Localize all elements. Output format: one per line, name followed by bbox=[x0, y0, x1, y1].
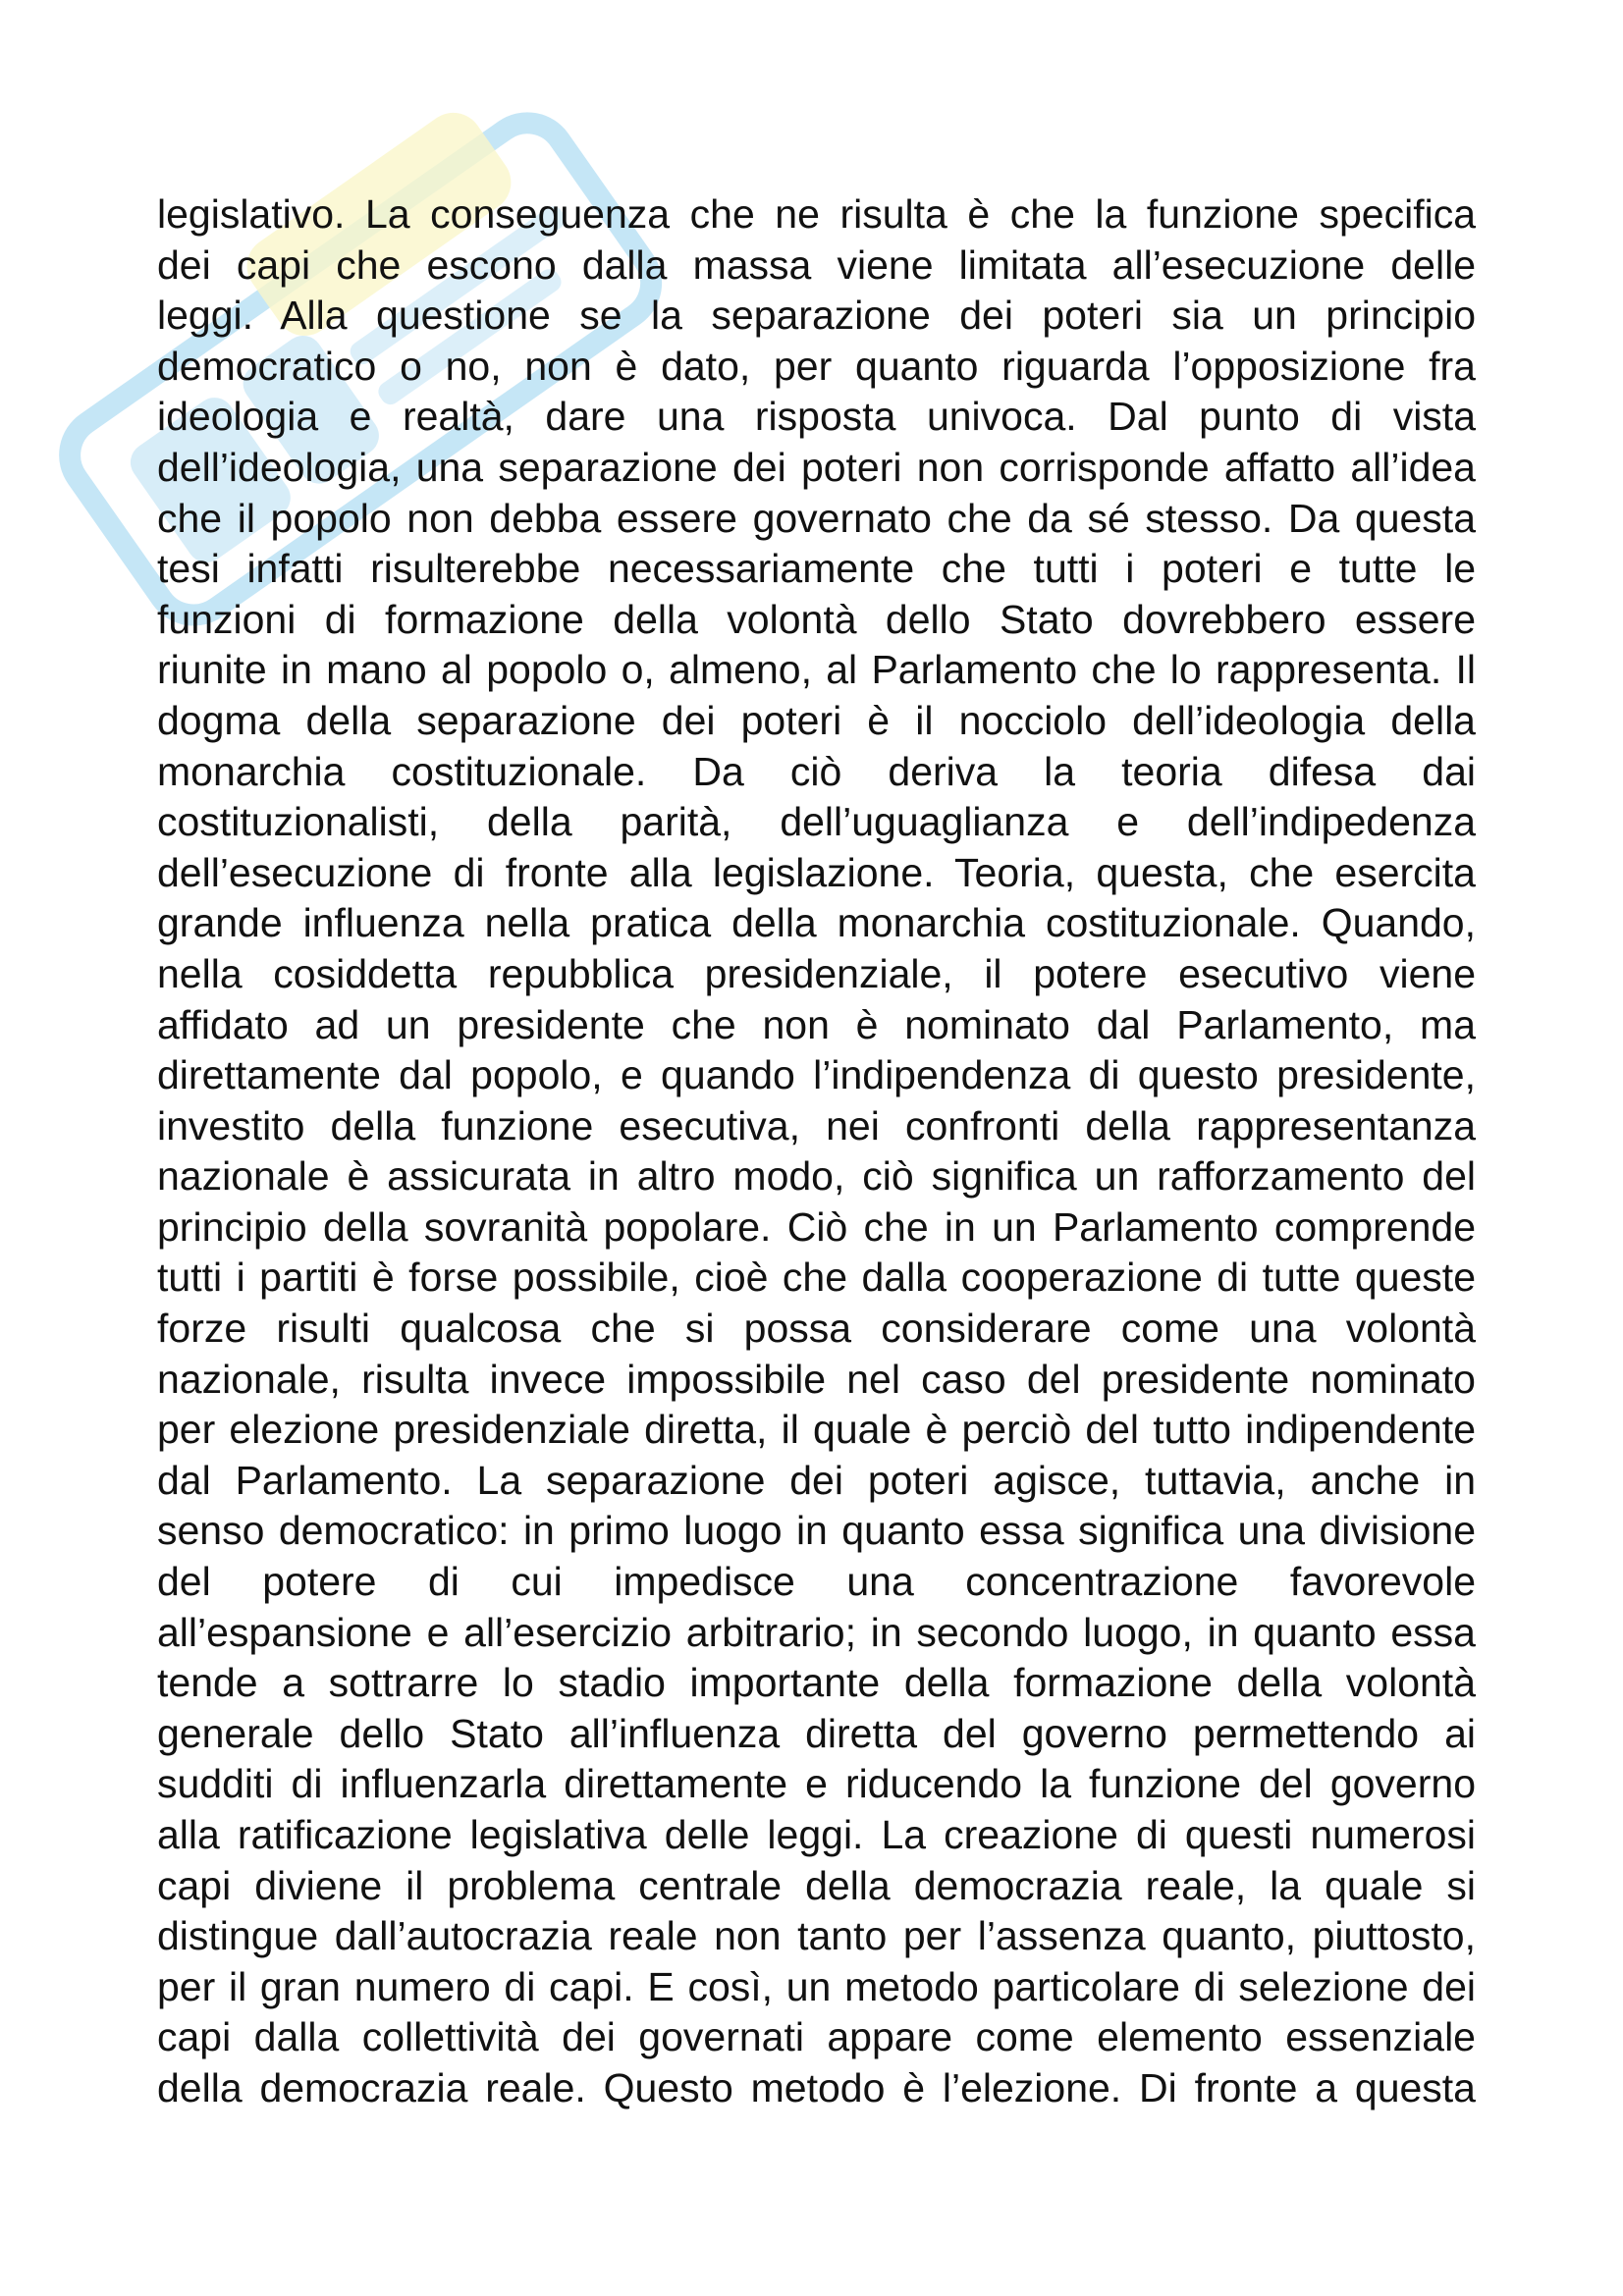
text-line: capi diviene il problema centrale della democrazia reale, la quale si bbox=[157, 1862, 1476, 1908]
text-line: leggi. Alla questione se la separazione dei poteri sia un principio bbox=[157, 293, 1476, 339]
document-body bbox=[157, 189, 1476, 2114]
text-line: senso democratico: in primo luogo in quanto essa significa una divisione bbox=[157, 1508, 1476, 1554]
text-line: ideologia e realtà, dare una risposta univoca. Dal punto di vista bbox=[157, 394, 1476, 440]
text-line: nazionale, risulta invece impossibile nel caso del presidente nominato bbox=[157, 1356, 1476, 1402]
text-line: riunite in mano al popolo o, almeno, al Parlamento che lo rappresenta. Il bbox=[157, 647, 1476, 693]
text-line: dell’esecuzione di fronte alla legislazione. Teoria, questa, che esercita bbox=[157, 849, 1476, 895]
text-line: affidato ad un presidente che non è nominato dal Parlamento, ma bbox=[157, 1001, 1476, 1047]
text-line: dal Parlamento. La separazione dei poteri agisce, tuttavia, anche in bbox=[157, 1457, 1476, 1503]
text-line: dei capi che escono dalla massa viene limitata all’esecuzione delle bbox=[157, 241, 1476, 288]
text-line: dogma della separazione dei poteri è il nocciolo dell’ideologia della bbox=[157, 697, 1476, 743]
text-line: forze risulti qualcosa che si possa considerare come una volontà bbox=[157, 1306, 1476, 1352]
text-line: distingue dall’autocrazia reale non tanto per l’assenza quanto, piuttosto, bbox=[157, 1913, 1476, 1959]
text-line: legislativo. La conseguenza che ne risulta è che la funzione specifica bbox=[157, 191, 1476, 237]
text-line: monarchia costituzionale. Da ciò deriva la teoria difesa dai bbox=[157, 748, 1476, 794]
text-line: funzioni di formazione della volontà dello Stato dovrebbero essere bbox=[157, 596, 1476, 642]
text-line: per il gran numero di capi. E così, un metodo particolare di selezione dei bbox=[157, 1963, 1476, 2009]
text-line: generale dello Stato all’influenza diretta del governo permettendo ai bbox=[157, 1710, 1476, 1756]
text-line: principio della sovranità popolare. Ciò che in un Parlamento comprende bbox=[157, 1203, 1476, 1250]
text-line: democratico o no, non è dato, per quanto riguarda l’opposizione fra bbox=[157, 343, 1476, 389]
text-line: tutti i partiti è forse possibile, cioè che dalla cooperazione di tutte queste bbox=[157, 1255, 1476, 1301]
text-line: per elezione presidenziale diretta, il quale è perciò del tutto indipendente bbox=[157, 1407, 1476, 1453]
text-line: all’espansione e all’esercizio arbitrario; in secondo luogo, in quanto essa bbox=[157, 1609, 1476, 1655]
text-line: tesi infatti risulterebbe necessariamente che tutti i poteri e tutte le bbox=[157, 546, 1476, 592]
text-line: capi dalla collettività dei governati appare come elemento essenziale bbox=[157, 2014, 1476, 2060]
text-line: dell’ideologia, una separazione dei poteri non corrisponde affatto all’idea bbox=[157, 444, 1476, 490]
text-line: direttamente dal popolo, e quando l’indipendenza di questo presidente, bbox=[157, 1052, 1476, 1098]
text-line: della democrazia reale. Questo metodo è l’elezione. Di fronte a questa bbox=[157, 2064, 1476, 2110]
text-line: investito della funzione esecutiva, nei confronti della rappresentanza bbox=[157, 1102, 1476, 1148]
text-line: che il popolo non debba essere governato che da sé stesso. Da questa bbox=[157, 495, 1476, 541]
text-line: nella cosiddetta repubblica presidenziale, il potere esecutivo viene bbox=[157, 950, 1476, 996]
text-line: sudditi di influenzarla direttamente e riducendo la funzione del governo bbox=[157, 1761, 1476, 1807]
text-line: tende a sottrarre lo stadio importante della formazione della volontà bbox=[157, 1660, 1476, 1706]
text-line: nazionale è assicurata in altro modo, ciò significa un rafforzamento del bbox=[157, 1153, 1476, 1200]
text-line: del potere di cui impedisce una concentrazione favorevole bbox=[157, 1559, 1476, 1605]
text-line: costituzionalisti, della parità, dell’uguaglianza e dell’indipedenza bbox=[157, 799, 1476, 845]
text-line: alla ratificazione legislativa delle leggi. La creazione di questi numerosi bbox=[157, 1812, 1476, 1857]
text-line: grande influenza nella pratica della monarchia costituzionale. Quando, bbox=[157, 900, 1476, 946]
